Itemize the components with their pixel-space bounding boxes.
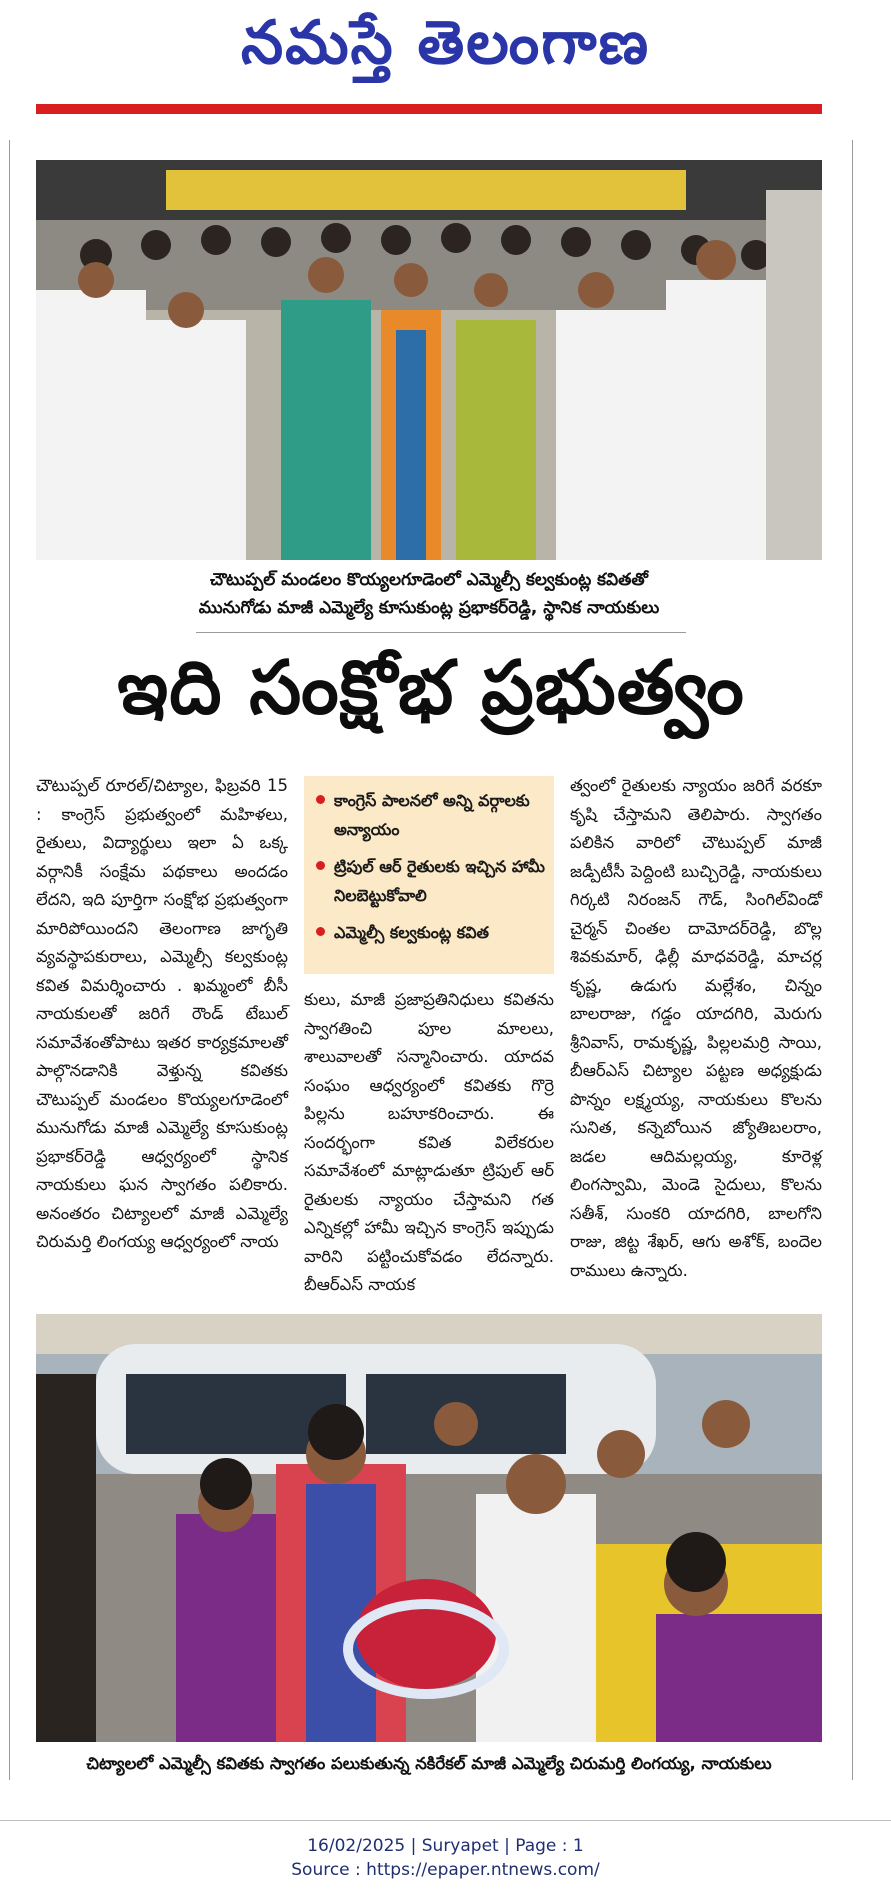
top-photo-caption — [36, 566, 822, 622]
highlight-item — [318, 852, 546, 910]
highlight-item — [318, 786, 546, 844]
caption-divider — [196, 632, 686, 633]
welcome-photo-illustration — [36, 1314, 822, 1742]
top-caption-line1: చౌటుప్పల్ మండలం కొయ్యలగూడెంలో ఎమ్మెల్సీ కల్వకుంట్ల కవితతో — [210, 570, 648, 590]
highlight-item — [318, 918, 546, 947]
highlights-box — [304, 776, 554, 974]
footer-source-link[interactable]: Source : https://epaper.ntnews.com/ — [291, 1860, 600, 1880]
top-caption-line2: మునుగోడు మాజీ ఎమ్మెల్యే కూసుకుంట్ల ప్రభాకర్‌రెడ్డి, స్థానిక నాయకులు — [198, 598, 660, 618]
top-photo — [36, 160, 822, 560]
column-2-text: కులు, మాజీ ప్రజాప్రతినిధులు కవితను స్వాగతించి పూల మాలలు, శాలువాలతో సన్మానించారు. యాదవ సంఘం ఆధ్వర్యంలో కవితకు గొర్రె పిల్లను బహూకరించారు. ఈ సందర్భంగా కవిత విలేకరుల సమావేశంలో మాట్లాడుతూ ట్రిపుల్ ఆర్ రైతులకు న్యాయం చేస్తామని గత ఎన్నికల్లో హామీ ఇచ్చిన కాంగ్రెస్ ఇప్పుడు వారిని పట్టించుకోవడం లేదన్నారు. బీఆర్ఎస్ నాయక — [304, 990, 554, 1294]
newspaper-logo: నమస్తే తెలంగాణ — [240, 8, 651, 78]
bullet-icon — [316, 795, 325, 804]
highlight-text: ఎమ్మెల్సీ కల్వకుంట్ల కవిత — [334, 923, 489, 942]
column-1-text: చౌటుప్పల్ రూరల్/చిట్యాల, ఫిబ్రవరి 15 : కాంగ్రెస్ ప్రభుత్వంలో మహిళలు, రైతులు, విద్యార్థులు ఇలా ఏ ఒక్క వర్గానికీ సంక్షేమ పథకాలు అందడం లేదని, ఇది పూర్తిగా సంక్షోభ ప్రభుత్వంగా మారిపోయిందని తెలంగాణ జాగృతి వ్యవస్థాపకురాలు, ఎమ్మెల్సీ కల్వకుంట్ల కవిత విమర్శించారు . ఖమ్మంలో బీసీ నాయకులతో జరిగే రౌండ్ టేబుల్ సమావేశంతోపాటు ఇతర కార్యక్రమాలతో పాల్గొనడానికి వెళ్తున్న కవితకు చౌటుప్పల్ మండలం కొయ్యలగూడెంలో మునుగోడు మాజీ ఎమ్మెల్యే కూసుకుంట్ల ప్రభాకర్‌రెడ్డి ఆధ్వర్యంలో స్థానిక నాయకులు ఘన స్వాగతం పలికారు. అనంతరం చిట్యాలలో మాజీ ఎమ్మెల్యే చిరుమర్తి లింగయ్య ఆధ్వర్యంలో నాయ — [36, 776, 288, 1251]
bullet-icon — [316, 861, 325, 870]
article-column-1 — [36, 772, 288, 1257]
masthead — [0, 0, 891, 120]
headline: ఇది సంక్షోభ ప్రభుత్వం — [117, 645, 745, 731]
masthead-rule — [36, 104, 822, 114]
left-frame-line — [9, 140, 10, 1780]
article-column-2 — [304, 986, 554, 1300]
footer-edition-info: 16/02/2025 | Suryapet | Page : 1 — [307, 1836, 584, 1856]
footer-divider — [0, 1820, 891, 1821]
highlight-text: ట్రిపుల్ ఆర్ రైతులకు ఇచ్చిన హామీ నిలబెట్టుకోవాలి — [334, 857, 545, 905]
bottom-photo-caption: చిట్యాలలో ఎమ్మెల్సీ కవితకు స్వాగతం పలుకుతున్న నకిరేకల్ మాజీ ఎమ్మెల్యే చిరుమర్తి లింగయ్య, నాయకులు — [86, 1754, 772, 1773]
right-frame-line — [852, 140, 853, 1780]
column-3-text: త్వంలో రైతులకు న్యాయం జరిగే వరకూ కృషి చేస్తామని తెలిపారు. స్వాగతం పలికిన వారిలో చౌటుప్పల్ మాజీ జడ్పీటీసీ పెద్దింటి బుచ్చిరెడ్డి, నాయకులు గిర్కటి నిరంజన్ గౌడ్, సింగిల్‌విండో చైర్మన్ చింతల దామోదర్‌రెడ్డి, బొల్ల శివకుమార్, ఢిల్లీ మాధవరెడ్డి, మాచర్ల కృష్ణ, ఉడుగు మల్లేశం, చిన్నం బాలరాజు, గడ్డం యాదగిరి, మెరుగు శ్రీనివాస్, రామకృష్ణ, పిల్లలమర్రి సాయి, బీఆర్ఎస్ చిట్యాల పట్టణ అధ్యక్షుడు పొన్నం లక్ష్మయ్య, నాయకులు కొలను సునిత, కన్నెబోయిన జ్యోతిబలరాం, జడల ఆదిమల్లయ్య, కూరెళ్ల లింగస్వామి, మెండె సైదులు, కొలను సతీశ్, సుంకరి యాదగిరి, బాలగోని రాజు, జిట్ట శేఖర్, ఆగు అశోక్, బందెల రాములు ఉన్నారు. — [570, 776, 822, 1280]
crowd-photo-illustration — [36, 160, 822, 560]
bottom-photo — [36, 1314, 822, 1742]
bullet-icon — [316, 927, 325, 936]
article-column-3 — [570, 772, 822, 1285]
highlight-text: కాంగ్రెస్ పాలనలో అన్ని వర్గాలకు అన్యాయం — [334, 791, 530, 839]
